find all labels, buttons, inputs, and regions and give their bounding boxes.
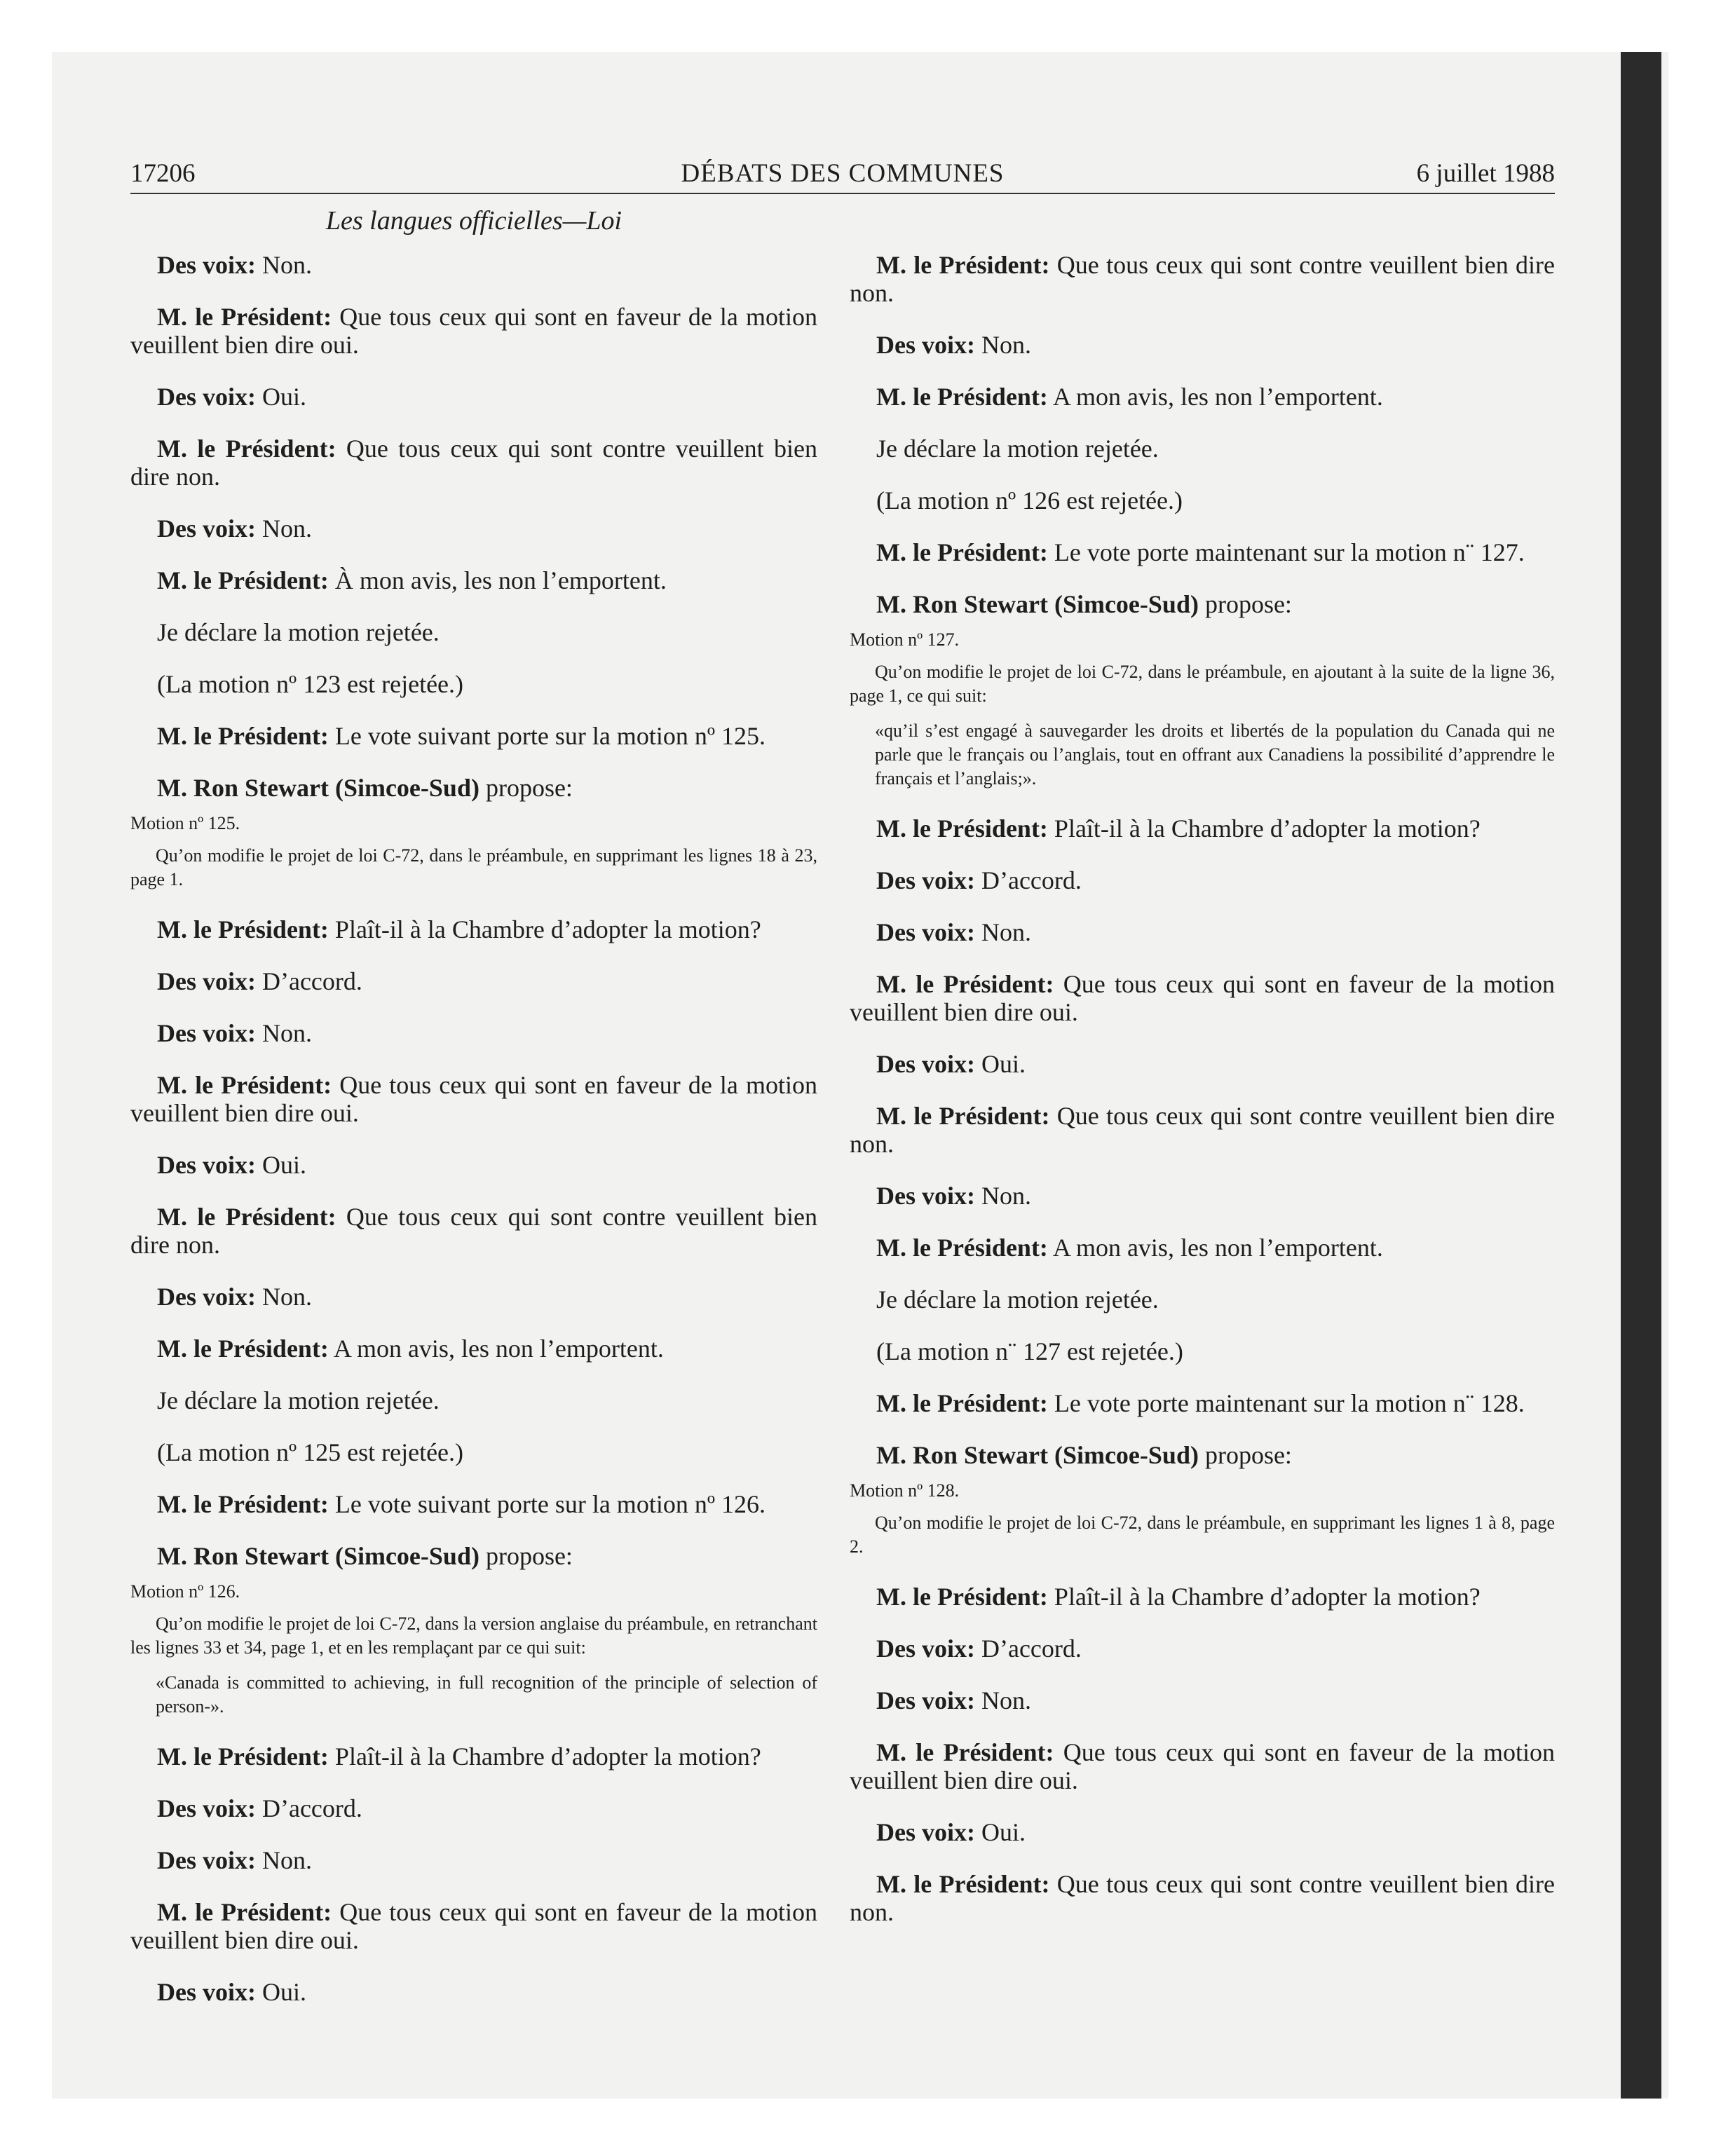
speech-text: Non. xyxy=(255,1019,312,1047)
right-column-body xyxy=(850,251,1555,1926)
speaker-name: M. Ron Stewart (Simcoe-Sud) xyxy=(876,590,1199,618)
speech-text: Non. xyxy=(255,1846,312,1874)
debate-paragraph xyxy=(850,1182,1555,1210)
speaker-name: M. le Président: xyxy=(157,435,336,463)
debate-paragraph xyxy=(130,1151,817,1179)
speech-text: Que tous ceux qui sont contre veuillent bien dire non. xyxy=(850,1870,1555,1926)
speech-text: Je déclare la motion rejetée. xyxy=(157,618,440,646)
speaker-name: M. le Président: xyxy=(157,303,332,331)
speech-text: Non. xyxy=(974,1182,1031,1210)
speaker-name: M. Ron Stewart (Simcoe-Sud) xyxy=(157,1542,479,1570)
speech-text: Non. xyxy=(255,1283,312,1311)
debate-paragraph xyxy=(850,251,1555,307)
debate-paragraph xyxy=(850,1738,1555,1794)
speech-text: A mon avis, les non l’emportent. xyxy=(1047,383,1383,411)
speaker-name: M. Ron Stewart (Simcoe-Sud) xyxy=(876,1441,1199,1469)
debate-paragraph xyxy=(130,251,817,279)
debate-paragraph xyxy=(130,303,817,359)
debate-paragraph xyxy=(850,866,1555,894)
speech-text: D’accord. xyxy=(255,967,362,995)
speaker-name: Des voix: xyxy=(876,1818,975,1846)
debate-paragraph xyxy=(130,566,817,594)
speech-text: Oui. xyxy=(974,1050,1026,1078)
debate-paragraph xyxy=(130,722,817,750)
speech-text: Je déclare la motion rejetée. xyxy=(876,1285,1159,1314)
speech-text: Le vote suivant porte sur la motion nº 125. xyxy=(328,722,766,750)
debate-paragraph xyxy=(130,1386,817,1414)
speaker-name: M. le Président: xyxy=(157,1203,336,1231)
speaker-name: Des voix: xyxy=(876,1182,975,1210)
right-column xyxy=(850,251,1555,1950)
speech-text: Que tous ceux qui sont contre veuillent bien dire non. xyxy=(850,1102,1555,1158)
speech-text: propose: xyxy=(1198,1441,1292,1469)
speech-text: Non. xyxy=(974,331,1031,359)
speaker-name: M. le Président: xyxy=(876,383,1048,411)
debate-paragraph xyxy=(130,670,817,698)
speech-text: (La motion nº 126 est rejetée.) xyxy=(876,486,1183,514)
publication-title: DÉBATS DES COMMUNES xyxy=(681,159,1005,188)
speech-text: Je déclare la motion rejetée. xyxy=(876,435,1159,463)
left-column-body xyxy=(130,251,817,2006)
speech-text: Que tous ceux qui sont en faveur de la motion veuillent bien dire oui. xyxy=(850,1738,1555,1794)
speaker-name: Des voix: xyxy=(157,1794,256,1822)
speech-text: Le vote porte maintenant sur la motion n¨ 128. xyxy=(1047,1389,1525,1417)
debate-paragraph xyxy=(130,1438,817,1466)
debate-paragraph xyxy=(850,1050,1555,1078)
speaker-name: Des voix: xyxy=(876,331,975,359)
debate-paragraph xyxy=(130,1794,817,1822)
speaker-name: M. le Président: xyxy=(157,1490,329,1518)
speech-text: Non. xyxy=(255,251,312,279)
speaker-name: Des voix: xyxy=(157,251,256,279)
section-title: Les langues officielles—Loi xyxy=(325,206,622,236)
debate-paragraph xyxy=(850,1102,1555,1158)
speech-text: Oui. xyxy=(255,1978,306,2006)
speaker-name: M. le Président: xyxy=(876,1234,1048,1262)
debate-paragraph xyxy=(850,970,1555,1026)
debate-paragraph xyxy=(850,331,1555,359)
speech-text: A mon avis, les non l’emportent. xyxy=(328,1335,664,1363)
speaker-name: M. le Président: xyxy=(157,1898,332,1926)
speaker-name: M. Ron Stewart (Simcoe-Sud) xyxy=(157,774,479,802)
speaker-name: Des voix: xyxy=(157,514,256,543)
speech-text: Que tous ceux qui sont en faveur de la motion veuillent bien dire oui. xyxy=(850,970,1555,1026)
debate-paragraph xyxy=(130,1542,817,1570)
speaker-name: Des voix: xyxy=(876,866,975,894)
debate-paragraph xyxy=(850,1818,1555,1846)
speech-text: propose: xyxy=(479,1542,573,1570)
speech-text: Non. xyxy=(974,918,1031,946)
debate-paragraph xyxy=(850,1686,1555,1714)
debate-paragraph xyxy=(850,538,1555,566)
debate-paragraph xyxy=(130,1978,817,2006)
speech-text: Le vote porte maintenant sur la motion n¨ 127. xyxy=(1047,538,1525,566)
debate-paragraph xyxy=(130,383,817,411)
debate-paragraph xyxy=(130,915,817,943)
debate-paragraph xyxy=(130,967,817,995)
debate-paragraph xyxy=(850,1583,1555,1611)
speech-text: propose: xyxy=(479,774,573,802)
debate-paragraph xyxy=(850,1635,1555,1663)
speech-text: A mon avis, les non l’emportent. xyxy=(1047,1234,1383,1262)
motion-label: Motion nº 127. xyxy=(850,629,960,650)
speaker-name: Des voix: xyxy=(876,1635,975,1663)
page-number: 17206 xyxy=(130,159,196,188)
left-column xyxy=(130,205,817,2030)
speaker-name: Des voix: xyxy=(876,918,975,946)
speaker-name: M. le Président: xyxy=(157,722,329,750)
speech-text: D’accord. xyxy=(974,1635,1082,1663)
debate-paragraph xyxy=(130,1846,817,1874)
speech-text: D’accord. xyxy=(255,1794,362,1822)
speech-text: Que tous ceux qui sont contre veuillent bien dire non. xyxy=(130,1203,817,1259)
scan-edge-shadow xyxy=(1621,52,1661,2099)
speaker-name: Des voix: xyxy=(157,1151,256,1179)
motion-quote: «qu’il s’est engagé à sauvegarder les droits et libertés de la population du Canada qui ne parle que le français ou l’anglais, tout en offrant aux Canadiens la possibilité d’apprendre le français et l’anglais;». xyxy=(875,721,1555,789)
debate-paragraph xyxy=(850,1285,1555,1314)
debate-paragraph xyxy=(850,383,1555,411)
speech-text: Oui. xyxy=(974,1818,1026,1846)
speaker-name: Des voix: xyxy=(157,967,256,995)
speaker-name: M. le Président: xyxy=(876,814,1048,842)
speech-text: Que tous ceux qui sont en faveur de la motion veuillent bien dire oui. xyxy=(130,303,817,359)
motion-label: Motion nº 125. xyxy=(130,813,240,833)
debate-paragraph xyxy=(130,1742,817,1770)
speech-text: (La motion nº 123 est rejetée.) xyxy=(157,670,464,698)
speaker-name: M. le Président: xyxy=(876,538,1048,566)
speech-text: Que tous ceux qui sont contre veuillent bien dire non. xyxy=(850,251,1555,307)
speech-text: Plaît-il à la Chambre d’adopter la motion? xyxy=(1047,1583,1481,1611)
speech-text: Je déclare la motion rejetée. xyxy=(157,1386,440,1414)
debate-paragraph xyxy=(850,590,1555,618)
speaker-name: M. le Président: xyxy=(876,251,1050,279)
speaker-name: M. le Président: xyxy=(876,1870,1050,1898)
debate-paragraph xyxy=(130,1283,817,1311)
issue-date: 6 juillet 1988 xyxy=(1416,159,1555,188)
speech-text: (La motion n¨ 127 est rejetée.) xyxy=(876,1337,1183,1365)
motion-text: Qu’on modifie le projet de loi C-72, dans le préambule, en ajoutant à la suite de la ligne 36, page 1, ce qui suit: xyxy=(850,662,1555,706)
debate-paragraph xyxy=(130,618,817,646)
speech-text: Non. xyxy=(974,1686,1031,1714)
debate-paragraph xyxy=(850,1441,1555,1469)
motion-quote: «Canada is committed to achieving, in full recognition of the principle of selection of person-». xyxy=(156,1672,817,1717)
debate-paragraph xyxy=(130,1490,817,1518)
motion-text: Qu’on modifie le projet de loi C-72, dans le préambule, en supprimant les lignes 1 à 8, page 2. xyxy=(850,1513,1555,1557)
speech-text: Plaît-il à la Chambre d’adopter la motion? xyxy=(328,915,761,943)
motion-text: Qu’on modifie le projet de loi C-72, dans le préambule, en supprimant les lignes 18 à 23, page 1. xyxy=(130,845,817,889)
motion-label: Motion nº 128. xyxy=(850,1480,960,1501)
debate-paragraph xyxy=(130,435,817,491)
speaker-name: Des voix: xyxy=(157,1019,256,1047)
speaker-name: Des voix: xyxy=(157,1283,256,1311)
debate-paragraph xyxy=(850,1337,1555,1365)
speaker-name: M. le Président: xyxy=(157,1335,329,1363)
debate-paragraph xyxy=(130,774,817,802)
debate-paragraph xyxy=(130,1898,817,1954)
speaker-name: Des voix: xyxy=(876,1686,975,1714)
speech-text: propose: xyxy=(1198,590,1292,618)
speaker-name: M. le Président: xyxy=(157,915,329,943)
speech-text: Que tous ceux qui sont en faveur de la motion veuillent bien dire oui. xyxy=(130,1898,817,1954)
speech-text: Que tous ceux qui sont contre veuillent bien dire non. xyxy=(130,435,817,491)
speech-text: Plaît-il à la Chambre d’adopter la motion? xyxy=(328,1742,761,1770)
debate-paragraph xyxy=(130,1071,817,1127)
debate-paragraph xyxy=(850,486,1555,514)
speech-text: Le vote suivant porte sur la motion nº 126. xyxy=(328,1490,766,1518)
speech-text: Que tous ceux qui sont en faveur de la motion veuillent bien dire oui. xyxy=(130,1071,817,1127)
debate-paragraph xyxy=(130,1203,817,1259)
debate-paragraph xyxy=(130,1335,817,1363)
speaker-name: M. le Président: xyxy=(876,1738,1054,1766)
motion-text: Qu’on modifie le projet de loi C-72, dans la version anglaise du préambule, en retranchant les lignes 33 et 34, page 1, et en les remplaçant par ce qui suit: xyxy=(130,1613,817,1658)
speech-text: À mon avis, les non l’emportent. xyxy=(328,566,667,594)
page-header xyxy=(130,158,1555,194)
debate-paragraph xyxy=(850,814,1555,842)
debate-paragraph xyxy=(850,1389,1555,1417)
debate-paragraph xyxy=(850,435,1555,463)
speaker-name: M. le Président: xyxy=(157,1071,332,1099)
speaker-name: Des voix: xyxy=(157,1846,256,1874)
motion-label: Motion nº 126. xyxy=(130,1581,240,1602)
speaker-name: Des voix: xyxy=(157,1978,256,2006)
speaker-name: M. le Président: xyxy=(876,1102,1050,1130)
debate-paragraph xyxy=(130,514,817,543)
speech-text: Oui. xyxy=(255,1151,306,1179)
speech-text: (La motion nº 125 est rejetée.) xyxy=(157,1438,464,1466)
speaker-name: M. le Président: xyxy=(876,970,1054,998)
speech-text: Oui. xyxy=(255,383,306,411)
speaker-name: Des voix: xyxy=(876,1050,975,1078)
speaker-name: M. le Président: xyxy=(876,1583,1048,1611)
speaker-name: M. le Président: xyxy=(157,1742,329,1770)
speaker-name: M. le Président: xyxy=(157,566,329,594)
speech-text: D’accord. xyxy=(974,866,1082,894)
speech-text: Plaît-il à la Chambre d’adopter la motion? xyxy=(1047,814,1481,842)
debate-paragraph xyxy=(850,1234,1555,1262)
speech-text: Non. xyxy=(255,514,312,543)
debate-paragraph xyxy=(130,1019,817,1047)
debate-paragraph xyxy=(850,918,1555,946)
speaker-name: M. le Président: xyxy=(876,1389,1048,1417)
debate-paragraph xyxy=(850,1870,1555,1926)
speaker-name: Des voix: xyxy=(157,383,256,411)
